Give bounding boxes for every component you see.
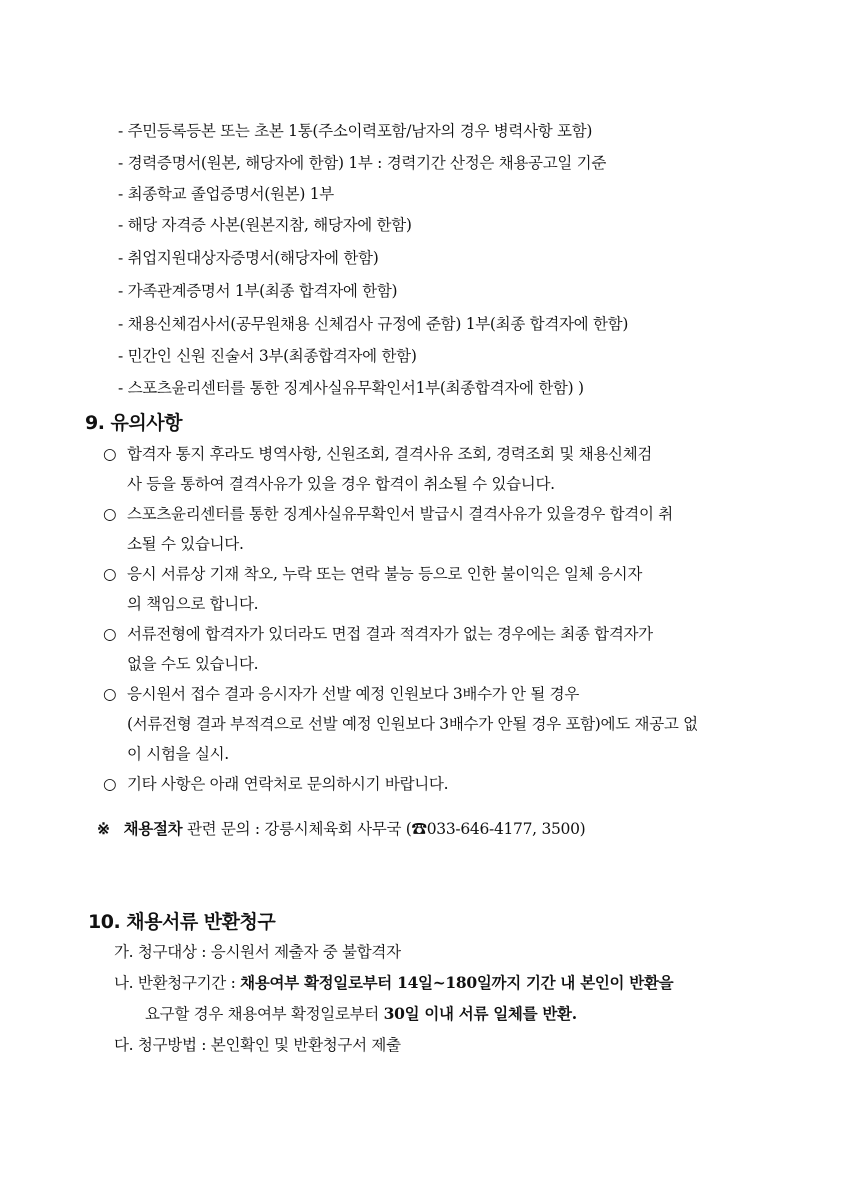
document-item: - 채용신체검사서(공무원채용 신체검사 규정에 준함) 1부(최종 합격자에 한함) (118, 315, 629, 333)
contact-bold-label: 채용절차 (123, 819, 183, 838)
circle-bullet-icon: ○ (103, 565, 117, 583)
notice-line: 응시 서류상 기재 착오, 누락 또는 연락 불능 등으로 인한 불이익은 일체 응시자 (127, 565, 643, 583)
circle-bullet-icon: ○ (103, 505, 117, 523)
claim-period-text: 요구할 경우 채용여부 확정일로부터 (145, 1005, 384, 1023)
document-item: - 가족관계증명서 1부(최종 합격자에 한함) (118, 282, 398, 300)
notice-item (103, 560, 783, 618)
notice-line: 이 시험을 실시. (127, 745, 229, 763)
claim-period-continuation (145, 1004, 577, 1024)
claim-method: 다. 청구방법 : 본인확인 및 반환청구서 제출 (114, 1036, 401, 1054)
document-item: - 해당 자격증 사본(원본지참, 해당자에 한함) (118, 216, 412, 234)
claim-period-bold-2: 30일 이내 서류 일체를 반환. (383, 1004, 577, 1023)
notice-line: 사 등을 통하여 결격사유가 있을 경우 합격이 취소될 수 있습니다. (127, 475, 555, 493)
claim-period (114, 973, 673, 993)
document-item: - 경력증명서(원본, 해당자에 한함) 1부 : 경력기간 산정은 채용공고일 기준 (118, 154, 607, 172)
contact-text: 관련 문의 : 강릉시체육회 사무국 (☎033-646-4177, 3500) (182, 820, 586, 838)
section-9-heading: 9. 유의사항 (85, 412, 182, 434)
notice-line: (서류전형 결과 부적격으로 선발 예정 인원보다 3배수가 안될 경우 포함)에도 재공고 없 (127, 715, 698, 733)
notice-item (103, 500, 783, 558)
document-item: - 최종학교 졸업증명서(원본) 1부 (118, 185, 334, 203)
document-item: - 주민등록등본 또는 초본 1통(주소이력포함/남자의 경우 병력사항 포함) (118, 122, 593, 140)
circle-bullet-icon: ○ (103, 775, 117, 793)
notice-line: 응시원서 접수 결과 응시자가 선발 예정 인원보다 3배수가 안 될 경우 (127, 685, 580, 703)
notice-line: 기타 사항은 아래 연락처로 문의하시기 바랍니다. (127, 775, 449, 793)
notice-item (103, 440, 783, 498)
contact-line (97, 819, 585, 839)
notice-line: 서류전형에 합격자가 있더라도 면접 결과 적격자가 없는 경우에는 최종 합격자가 (127, 625, 653, 643)
document-item: - 민간인 신원 진술서 3부(최종합격자에 한함) (118, 347, 417, 365)
circle-bullet-icon: ○ (103, 625, 117, 643)
circle-bullet-icon: ○ (103, 685, 117, 703)
circle-bullet-icon: ○ (103, 445, 117, 463)
notice-line: 의 책임으로 합니다. (127, 595, 259, 613)
notice-item (103, 620, 783, 678)
notice-item (103, 680, 783, 768)
document-item: - 스포츠윤리센터를 통한 징계사실유무확인서1부(최종합격자에 한함) ) (118, 379, 584, 397)
notice-line: 없을 수도 있습니다. (127, 655, 259, 673)
reference-mark-icon: ※ (97, 819, 110, 838)
notice-line: 합격자 통지 후라도 병역사항, 신원조회, 결격사유 조회, 경력조회 및 채용신체검 (127, 445, 653, 463)
claim-target: 가. 청구대상 : 응시원서 제출자 중 불합격자 (114, 943, 401, 961)
claim-period-label: 나. 반환청구기간 : (114, 974, 241, 992)
document-item: - 취업지원대상자증명서(해당자에 한함) (118, 249, 379, 267)
notice-line: 스포츠윤리센터를 통한 징계사실유무확인서 발급시 결격사유가 있을경우 합격이 취 (127, 505, 673, 523)
notice-line: 소될 수 있습니다. (127, 535, 244, 553)
section-10-heading: 10. 채용서류 반환청구 (88, 911, 276, 933)
claim-period-bold: 채용여부 확정일로부터 14일~180일까지 기간 내 본인이 반환을 (240, 973, 674, 992)
notice-item (103, 770, 783, 799)
